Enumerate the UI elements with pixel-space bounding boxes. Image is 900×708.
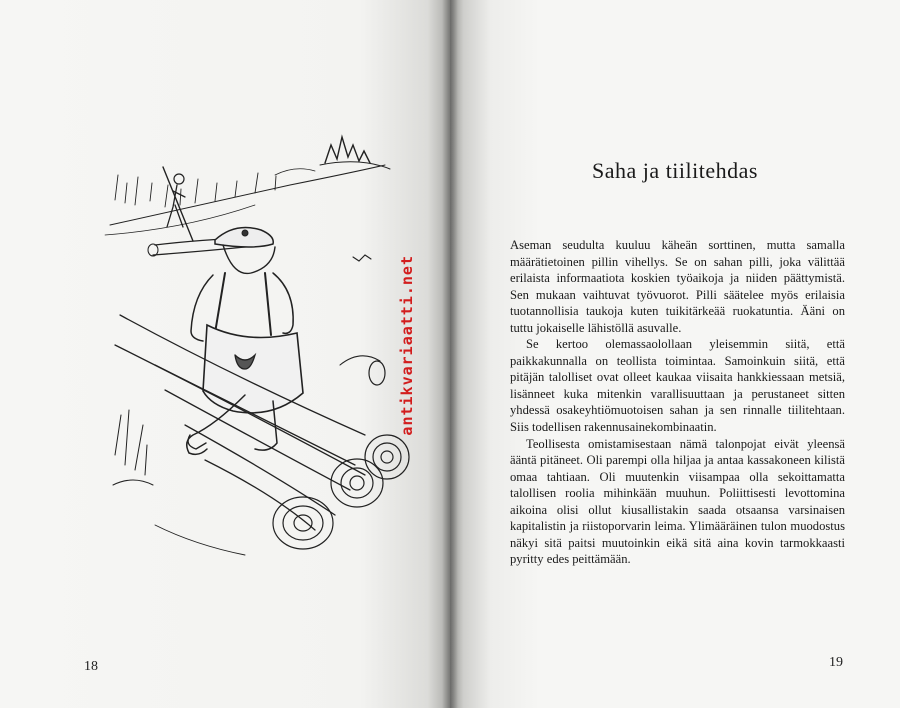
right-page-number: 19 [829,655,843,670]
paragraph: Se kertoo olemassaolollaan yleisemmin siitä, että paikkakunnalla on teollista toimintaa. Samoinkuin siitä, että pitäjän talolliset ovat olleet kaukaa viisaita hankkiessaan metsiä, lisänneet kuka mitenkin varallisuuttaan ja perustaneet sitten yhdessä osakeyhtiömuotoisen sahan ja sen rinnalle tiilitehtaan. Siis todellisen rakennusainekombinaatin. [510,337,845,435]
chapter-title: Saha ja tiilitehdas [592,158,758,183]
left-page-number: 18 [84,659,98,674]
watermark-text: antikvariaatti.net [398,255,416,436]
book-gutter [442,0,458,708]
paragraph: Aseman seudulta kuuluu käheän sorttinen, mutta samalla määrätietoinen pillin vihellys. Se on sahan pilli, joka välittää erilaista informaatiota koskien työaikoja ja niiden päättymistä. Sen mukaan vaihtuvat työvuorot. Pilli säätelee myös erilaisia tuotannollisia taukoja kuten tuikitärkeää ruokatuntia. Ääni on tuttu jokaiselle lähistöllä asuvalle. [510,238,845,335]
paragraph: Teollisesta omistamisestaan nämä talonpojat eivät yleensä ääntä pitäneet. Oli parempi olla hiljaa ja antaa kassakoneen kilistä omaa tahtiaan. Oli muutenkin viisampaa olla sekoittamatta talollisen roolia mihinkään muuhun. Poliittisesti levottomina aikoina olisi ollut kiusallistakin saada otsaansa varsinaisen kapitalistin ja riistoporvarin leima. Ylimääräinen tulon muodostus näkyi sitä paitsi muutoinkin eikä sitä aina kovin tarmokkaasti pyritty edes peittämään. [510,436,845,567]
chapter-body [510,237,845,568]
ink-illustration [95,105,435,575]
